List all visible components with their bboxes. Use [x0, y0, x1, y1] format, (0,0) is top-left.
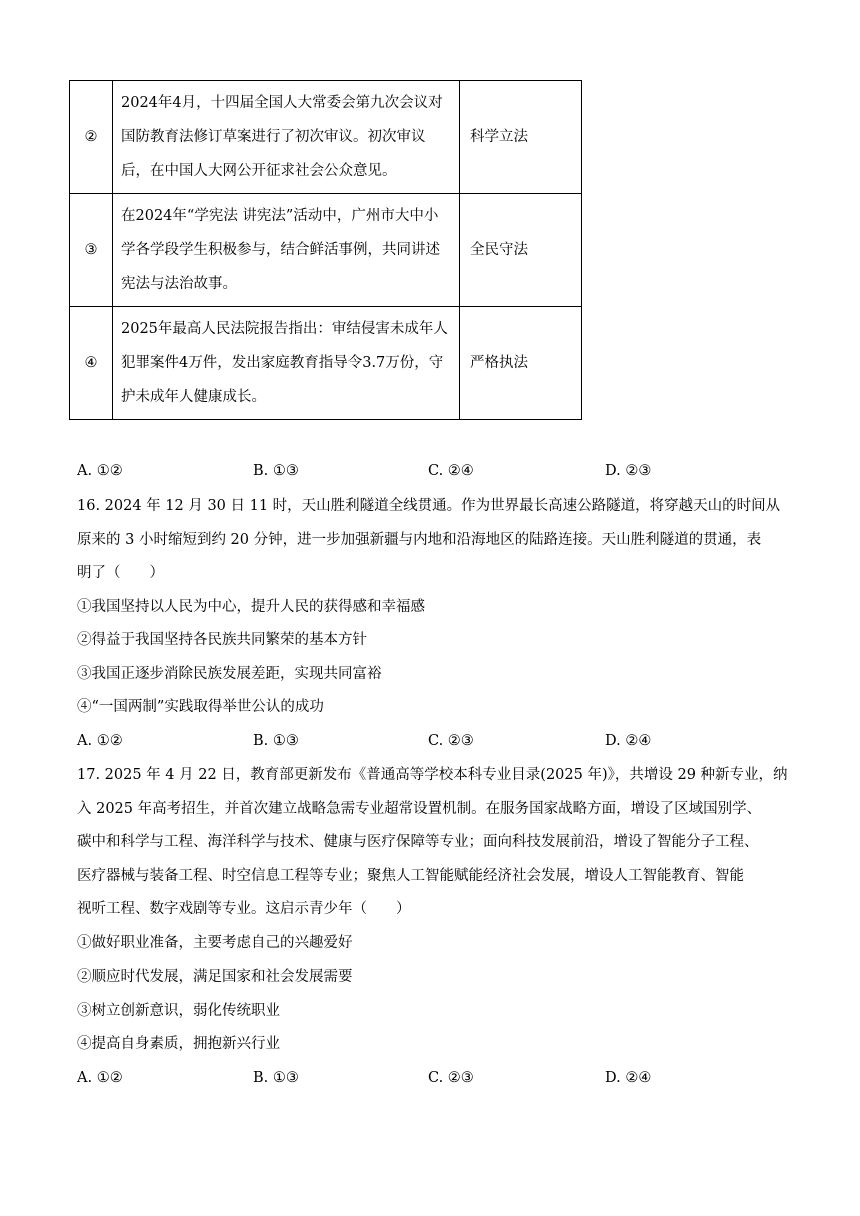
option-a[interactable]: A. ①② — [77, 1070, 123, 1086]
row-content: 2024年4月，十四届全国人大常委会第九次会议对国防教育法修订草案进行了初次审议。初次审议后，在中国人大网公开征求社会公众意见。 — [113, 81, 460, 194]
q15-options — [77, 461, 777, 481]
q16-stem-line: 原来的 3 小时缩短到约 20 分钟，进一步加强新疆与内地和沿海地区的陆路连接。天山胜利隧道的贯通，表 — [77, 532, 762, 548]
option-a[interactable]: A. ①② — [77, 733, 123, 749]
table-row — [70, 307, 582, 420]
q17-statement: ③树立创新意识，弱化传统职业 — [77, 1003, 280, 1019]
q17-statement: ④提高自身素质，拥抱新兴行业 — [77, 1036, 280, 1052]
q16-statement: ③我国正逐步消除民族发展差距，实现共同富裕 — [77, 666, 382, 682]
option-d[interactable]: D. ②③ — [605, 463, 652, 479]
row-tag: 科学立法 — [460, 81, 582, 194]
row-tag: 全民守法 — [460, 194, 582, 307]
q17-options — [77, 1068, 777, 1088]
q17-statement: ①做好职业准备，主要考虑自己的兴趣爱好 — [77, 935, 353, 951]
q17-statement: ②顺应时代发展，满足国家和社会发展需要 — [77, 969, 353, 985]
row-number: ③ — [70, 194, 113, 307]
q16-options — [77, 731, 777, 751]
law-principle-table — [69, 80, 582, 420]
q17-stem-line: 碳中和科学与工程、海洋科学与技术、健康与医疗保障等专业；面向科技发展前沿，增设了智能分子工程、 — [77, 834, 759, 850]
q16-stem-line: 16. 2024 年 12 月 30 日 11 时，天山胜利隧道全线贯通。作为世界最长高速公路隧道，将穿越天山的时间从 — [77, 498, 781, 514]
table-row — [70, 194, 582, 307]
option-c[interactable]: C. ②④ — [428, 463, 474, 479]
option-d[interactable]: D. ②④ — [605, 733, 652, 749]
table-row — [70, 81, 582, 194]
option-a[interactable]: A. ①② — [77, 463, 123, 479]
q17-stem-line: 入 2025 年高考招生，并首次建立战略急需专业超常设置机制。在服务国家战略方面，增设了区域国别学、 — [77, 801, 762, 817]
option-c[interactable]: C. ②③ — [428, 733, 474, 749]
q16-statement: ①我国坚持以人民为中心，提升人民的获得感和幸福感 — [77, 599, 425, 615]
row-number: ② — [70, 81, 113, 194]
option-b[interactable]: B. ①③ — [253, 463, 299, 479]
row-tag: 严格执法 — [460, 307, 582, 420]
q17-stem-line: 医疗器械与装备工程、时空信息工程等专业；聚焦人工智能赋能经济社会发展，增设人工智能教育、智能 — [77, 868, 744, 884]
q17-stem-line: 视听工程、数字戏剧等专业。这启示青少年（ ） — [77, 901, 411, 917]
option-b[interactable]: B. ①③ — [253, 733, 299, 749]
row-number: ④ — [70, 307, 113, 420]
q17-stem-line: 17. 2025 年 4 月 22 日，教育部更新发布《普通高等学校本科专业目录(2025 年)》，共增设 29 种新专业，纳 — [77, 767, 788, 783]
row-content: 2025年最高人民法院报告指出：审结侵害未成年人犯罪案件4万件，发出家庭教育指导令3.7万份，守护未成年人健康成长。 — [113, 307, 460, 420]
q16-statement: ②得益于我国坚持各民族共同繁荣的基本方针 — [77, 632, 367, 648]
q16-stem-line: 明了（ ） — [77, 565, 164, 581]
option-d[interactable]: D. ②④ — [605, 1070, 652, 1086]
option-c[interactable]: C. ②③ — [428, 1070, 474, 1086]
row-content: 在2024年“学宪法 讲宪法”活动中，广州市大中小学各学段学生积极参与，结合鲜活事例，共同讲述宪法与法治故事。 — [113, 194, 460, 307]
option-b[interactable]: B. ①③ — [253, 1070, 299, 1086]
q16-statement: ④“一国两制”实践取得举世公认的成功 — [77, 699, 324, 715]
